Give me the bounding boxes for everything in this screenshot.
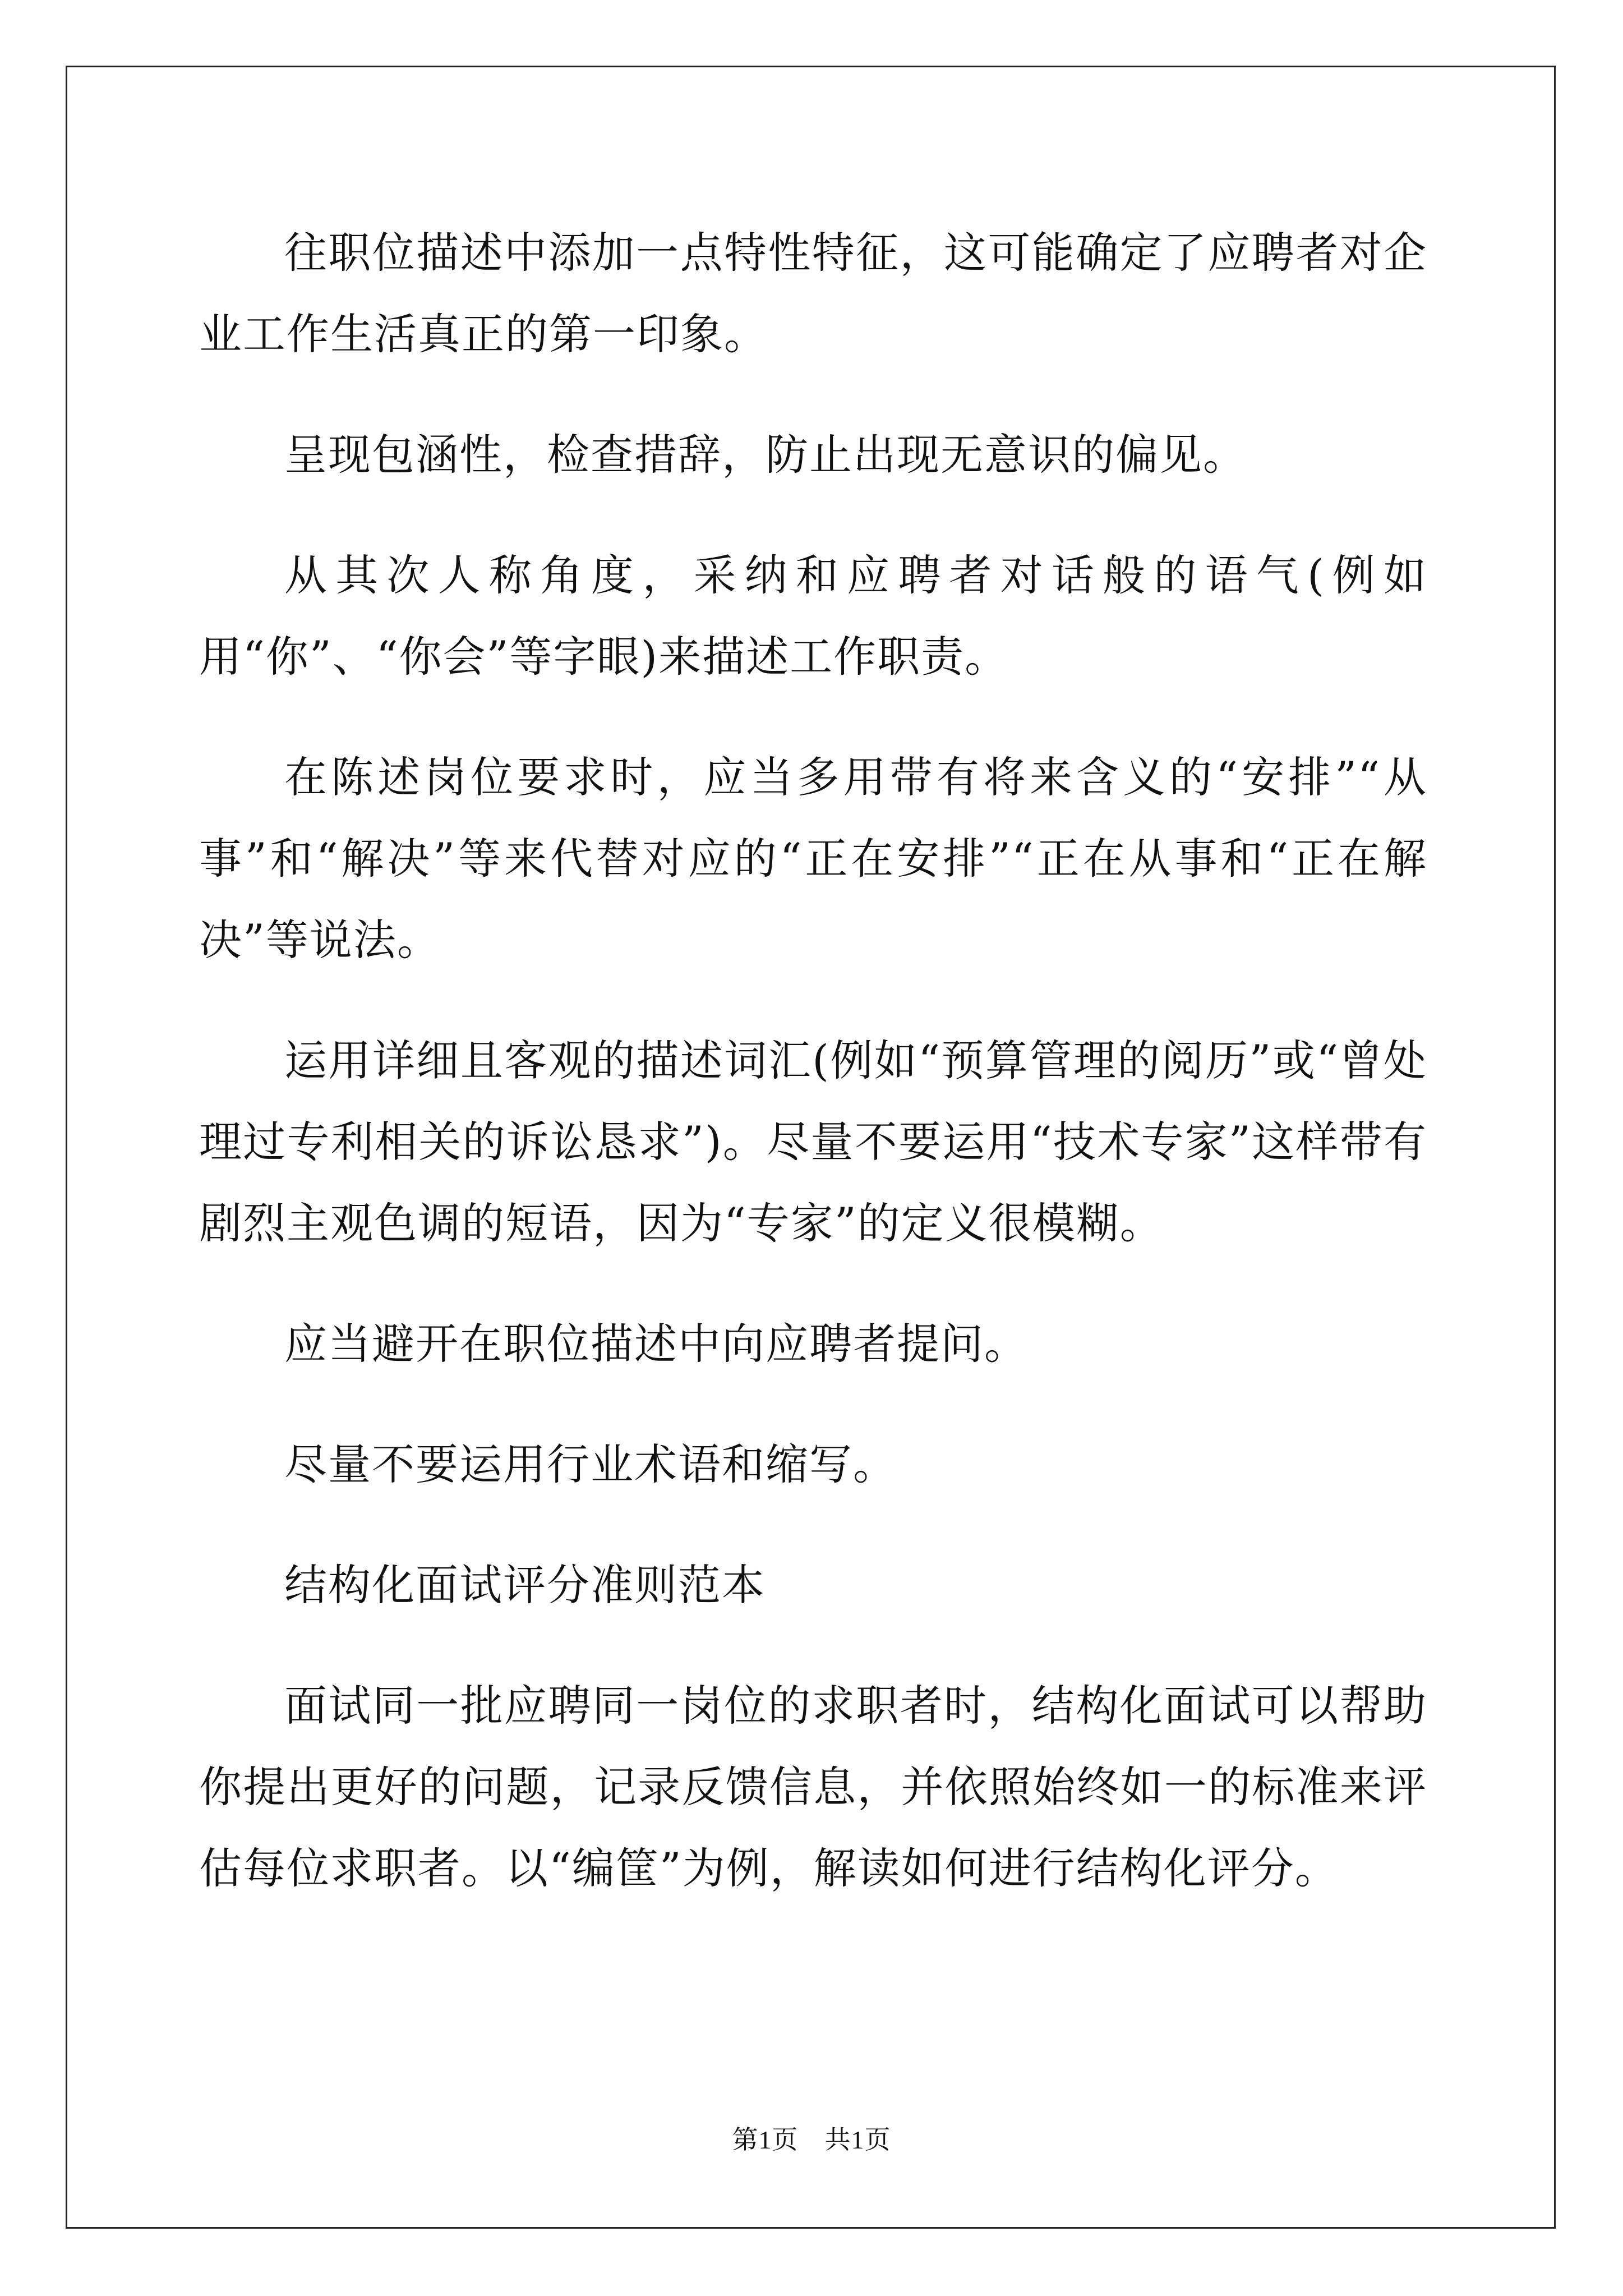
document-body xyxy=(199,212,1427,1948)
section-heading: 结构化面试评分准则范本 xyxy=(284,1560,766,1610)
paragraph: 应当避开在职位描述中向应聘者提问。 xyxy=(284,1319,1028,1369)
paragraph: 尽量不要运用行业术语和缩写。 xyxy=(284,1439,897,1489)
paragraph: 在陈述岗位要求时，应当多用带有将来含义的“安排”“从事”和“解决”等来代替对应的“正在安排”“正在从事和“正在解决”等说法。 xyxy=(199,752,1427,965)
paragraph: 运用详细且客观的描述词汇(例如“预算管理的阅历”或“曾处理过专利相关的诉讼恳求”)。尽量不要运用“技术专家”这样带有剧烈主观色调的短语，因为“专家”的定义很模糊。 xyxy=(199,1036,1427,1248)
page-footer: 第1页 共1页 xyxy=(732,2125,891,2154)
paragraph: 面试同一批应聘同一岗位的求职者时，结构化面试可以帮助你提出更好的问题，记录反馈信息，并依照始终如一的标准来评估每位求职者。以“编筐”为例，解读如何进行结构化评分。 xyxy=(199,1681,1427,1893)
paragraph: 呈现包涵性，检查措辞，防止出现无意识的偏见。 xyxy=(284,430,1247,480)
paragraph: 从其次人称角度，采纳和应聘者对话般的语气(例如用“你”、“你会”等字眼)来描述工作职责。 xyxy=(199,550,1427,682)
paragraph: 往职位描述中添加一点特性特征，这可能确定了应聘者对企业工作生活真正的第一印象。 xyxy=(199,228,1427,359)
